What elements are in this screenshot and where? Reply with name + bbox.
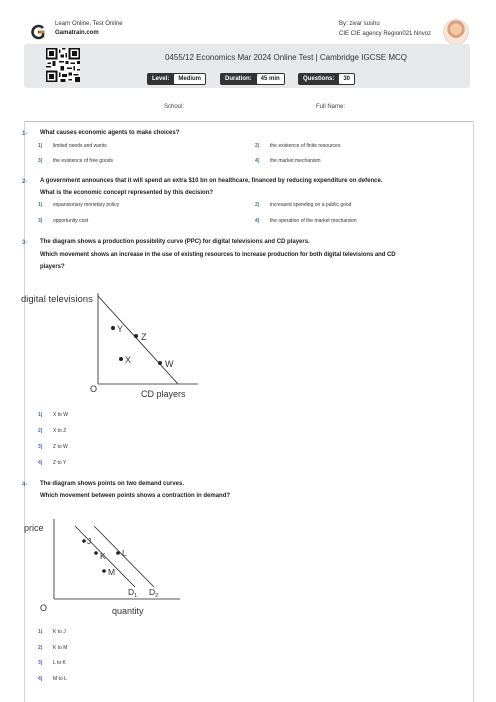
option-number: 1): [38, 629, 43, 635]
option-number: 4): [38, 460, 43, 466]
option-text[interactable]: opportunity cost: [53, 218, 89, 224]
option-text[interactable]: increased spending on a public good: [270, 202, 352, 208]
question-text-line2: Which movement between points shows a contraction in demand?: [40, 493, 231, 499]
point-j: [82, 539, 86, 543]
option-number: 2): [255, 143, 260, 149]
option-number: 3): [38, 660, 43, 666]
question-number: 2-: [22, 179, 28, 185]
option-number: 2): [255, 202, 260, 208]
tagline: Learn Online, Test Online: [55, 21, 123, 27]
qr-code-icon: [46, 48, 80, 82]
full-name-field[interactable]: Full Name:: [316, 104, 346, 110]
option-number: 4): [255, 158, 260, 164]
option-number: 4): [255, 218, 260, 224]
option-number: 1): [38, 202, 43, 208]
option-number: 1): [38, 143, 43, 149]
question-text-line2: Which movement shows an increase in the use of existing resources to increase production for both digital televisions and CD: [40, 252, 396, 258]
point-z-label: Z: [141, 332, 147, 342]
questions-pill: [298, 73, 355, 85]
point-z: [134, 334, 138, 338]
right-border: [473, 121, 474, 702]
ppc-curve: [98, 296, 178, 384]
option-text[interactable]: X to Z: [53, 428, 67, 434]
avatar: [443, 19, 469, 45]
ppc-y-label: digital televisions: [21, 294, 93, 305]
ppc-origin: O: [90, 384, 98, 394]
test-title: 0455/12 Economics Mar 2024 Online Test | Cambridge IGCSE MCQ: [164, 53, 408, 62]
duration-pill: [220, 73, 285, 85]
questions-label: Questions:: [303, 76, 335, 82]
point-j-label: J: [87, 536, 92, 546]
option-text[interactable]: limited needs and wants: [53, 143, 107, 149]
d1-label: $D_1$: [128, 587, 138, 599]
option-text[interactable]: the market mechanism: [270, 158, 321, 164]
option-text[interactable]: K to M: [53, 645, 68, 651]
option-number: 4): [38, 676, 43, 682]
questions-value: 30: [339, 74, 354, 84]
demand-origin: O: [40, 603, 48, 613]
option-text[interactable]: the operation of the market mechanism: [270, 218, 357, 224]
demand-diagram: [20, 515, 200, 619]
point-k-label: K: [100, 551, 106, 561]
question-number: 4-: [22, 482, 28, 488]
point-y: [111, 326, 115, 330]
option-number: 2): [38, 428, 43, 434]
option-text[interactable]: X to W: [53, 412, 69, 418]
demand-x-label: quantity: [112, 606, 144, 616]
divider: [24, 121, 474, 122]
option-number: 1): [38, 412, 43, 418]
option-text[interactable]: M to L: [53, 676, 67, 682]
question-text: A government announces that it will spend an extra $10 bn on healthcare, financed by reducing expenditure on defence.: [40, 178, 383, 184]
point-m: [102, 569, 106, 573]
option-text[interactable]: the existence of free goods: [53, 158, 114, 164]
option-text[interactable]: expansionary monetary policy: [53, 202, 120, 208]
option-text[interactable]: the existence of finite resources: [270, 143, 341, 149]
site-name[interactable]: Gamatrain.com: [55, 30, 99, 36]
point-k: [94, 551, 98, 555]
option-text[interactable]: Z to W: [53, 444, 68, 450]
author: By: zivar sushu: [339, 21, 380, 27]
point-x: [119, 357, 123, 361]
level-label: Level:: [152, 76, 170, 82]
demand-y-label: price: [24, 523, 44, 533]
question-number: 1-: [22, 131, 28, 137]
point-x-label: X: [125, 355, 132, 365]
question-text: The diagram shows a production possibility curve (PPC) for digital televisions and CD players.: [40, 239, 310, 245]
option-text[interactable]: K to J: [53, 629, 66, 635]
question-text-line3: players?: [40, 264, 65, 270]
point-w: [158, 361, 162, 365]
author-subtitle: CIE CIE agency Region021 Nnvoz: [339, 31, 432, 37]
ppc-diagram: [20, 288, 220, 403]
option-text[interactable]: Z to Y: [53, 460, 67, 466]
question-text-line2: What is the economic concept represented by this decision?: [40, 190, 214, 196]
duration-value: 45 min: [257, 74, 284, 84]
option-number: 2): [38, 645, 43, 651]
question-text: The diagram shows points on two demand curves.: [40, 481, 185, 487]
gamatrain-logo: [30, 24, 46, 40]
ppc-x-label: CD players: [141, 389, 186, 399]
option-number: 3): [38, 444, 43, 450]
point-w-label: W: [165, 359, 174, 369]
option-number: 3): [38, 218, 43, 224]
d2-label: $D_2$: [149, 587, 159, 599]
point-l: [116, 551, 120, 555]
school-field[interactable]: School:: [164, 104, 185, 110]
duration-label: Duration:: [225, 76, 252, 82]
question-text: What causes economic agents to make choices?: [40, 130, 180, 136]
point-l-label: L: [122, 548, 127, 558]
question-number: 3-: [22, 240, 28, 246]
point-y-label: Y: [117, 324, 124, 334]
option-text[interactable]: L to K: [53, 660, 66, 666]
level-value: Medium: [174, 74, 205, 84]
option-number: 3): [38, 158, 43, 164]
level-pill: [147, 73, 206, 85]
point-m-label: M: [108, 567, 116, 577]
